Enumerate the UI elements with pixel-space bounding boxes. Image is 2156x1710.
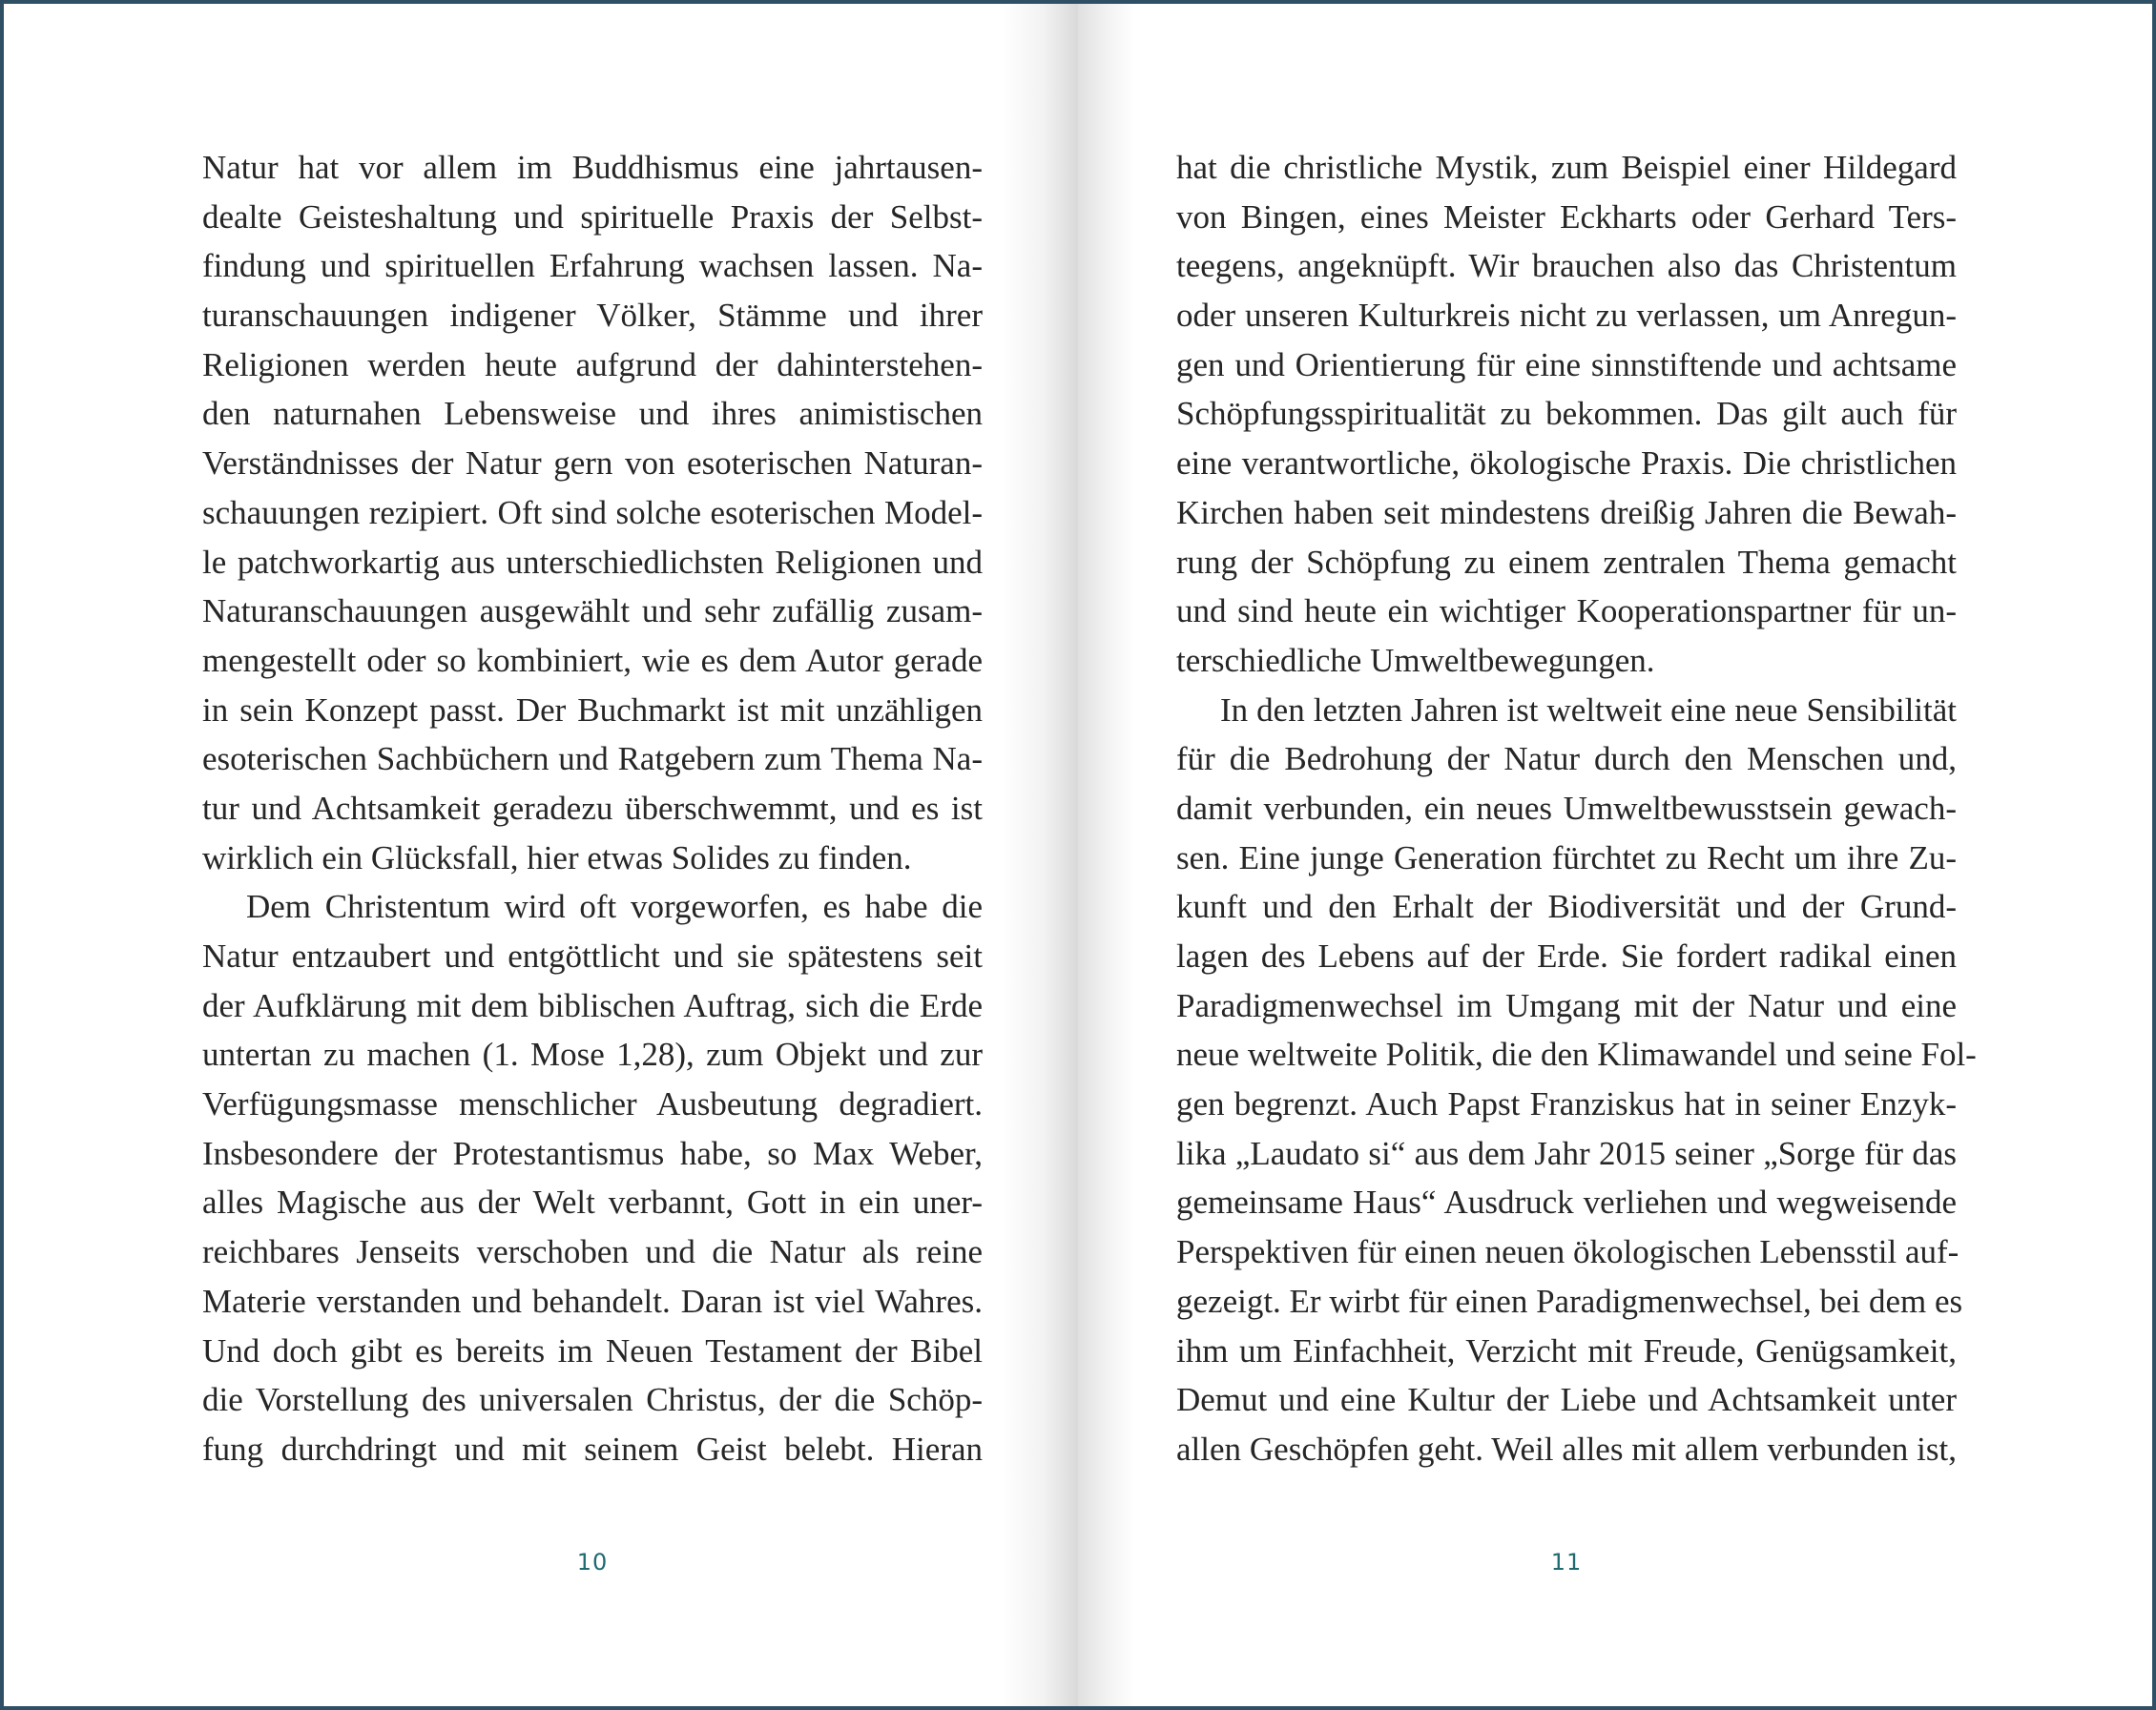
text-line: schauungen rezipiert. Oft sind solche esoterischen Model- bbox=[202, 493, 983, 531]
text-line: esoterischen Sachbüchern und Ratgebern zum Thema Na- bbox=[202, 740, 983, 778]
text-line: Und doch gibt es bereits im Neuen Testament der Bibel bbox=[202, 1331, 983, 1370]
text-line: le patchworkartig aus unterschiedlichsten Religionen und bbox=[202, 543, 983, 581]
text-line: Paradigmenwechsel im Umgang mit der Natur und eine bbox=[1176, 986, 1957, 1024]
gutter-shadow bbox=[1002, 4, 1078, 1706]
right-page bbox=[1078, 4, 2152, 1706]
text-line: gen und Orientierung für eine sinnstiftende und achtsame bbox=[1176, 345, 1957, 383]
text-line: Verfügungsmasse menschlicher Ausbeutung degradiert. bbox=[202, 1085, 983, 1123]
text-line: alles Magische aus der Welt verbannt, Gott in ein uner- bbox=[202, 1184, 983, 1222]
text-line: kunft und den Erhalt der Biodiversität und der Grund- bbox=[1176, 888, 1957, 926]
text-line: damit verbunden, ein neues Umweltbewusstsein gewach- bbox=[1176, 789, 1957, 827]
text-line: rung der Schöpfung zu einem zentralen Thema gemacht bbox=[1176, 543, 1957, 581]
text-line: gezeigt. Er wirbt für einen Paradigmenwechsel, bei dem es bbox=[1176, 1282, 1963, 1320]
text-line: Insbesondere der Protestantismus habe, so Max Weber, bbox=[202, 1134, 983, 1172]
book-spread bbox=[4, 4, 2152, 1706]
text-line: Perspektiven für einen neuen ökologischen Lebensstil auf- bbox=[1176, 1233, 1959, 1271]
text-line: der Aufklärung mit dem biblischen Auftrag, sich die Erde bbox=[202, 986, 983, 1024]
gutter-shadow bbox=[1078, 4, 1135, 1706]
left-page-text bbox=[202, 143, 983, 1474]
text-line: neue weltweite Politik, die den Klimawandel und seine Fol- bbox=[1176, 1036, 1977, 1074]
text-line: findung und spirituellen Erfahrung wachsen lassen. Na- bbox=[202, 247, 983, 285]
text-line: lagen des Lebens auf der Erde. Sie fordert radikal einen bbox=[1176, 937, 1957, 975]
text-line: Natur hat vor allem im Buddhismus eine jahrtausen- bbox=[202, 149, 983, 186]
text-line: Kirchen haben seit mindestens dreißig Jahren die Bewah- bbox=[1176, 493, 1957, 531]
left-page bbox=[4, 4, 1078, 1706]
text-line: Naturanschauungen ausgewählt und sehr zufällig zusam- bbox=[202, 592, 983, 630]
text-line: Verständnisses der Natur gern von esoterischen Naturan- bbox=[202, 444, 983, 483]
text-line: gemeinsame Haus“ Ausdruck verliehen und wegweisende bbox=[1176, 1184, 1957, 1222]
text-line: teegens, angeknüpft. Wir brauchen also das Christentum bbox=[1176, 247, 1957, 285]
text-line: allen Geschöpfen geht. Weil alles mit allem verbunden ist, bbox=[1176, 1430, 1957, 1468]
text-line: eine verantwortliche, ökologische Praxis. Die christlichen bbox=[1176, 444, 1957, 483]
text-line: für die Bedrohung der Natur durch den Menschen und, bbox=[1176, 740, 1957, 778]
text-line: von Bingen, eines Meister Eckharts oder Gerhard Ters- bbox=[1176, 197, 1957, 236]
text-line: lika „Laudato si“ aus dem Jahr 2015 seiner „Sorge für das bbox=[1176, 1134, 1957, 1172]
text-line: sen. Eine junge Generation fürchtet zu Recht um ihre Zu- bbox=[1176, 838, 1957, 876]
text-line: gen begrenzt. Auch Papst Franziskus hat in seiner Enzyk- bbox=[1176, 1085, 1957, 1123]
text-line: Religionen werden heute aufgrund der dahinterstehen- bbox=[202, 345, 983, 383]
text-line: Natur entzaubert und entgöttlicht und sie spätestens seit bbox=[202, 937, 983, 975]
text-line: terschiedliche Umweltbewegungen. bbox=[1176, 641, 1655, 679]
text-line: Schöpfungsspiritualität zu bekommen. Das gilt auch für bbox=[1176, 395, 1957, 433]
text-line: untertan zu machen (1. Mose 1,28), zum Objekt und zur bbox=[202, 1036, 983, 1074]
text-line: in sein Konzept passt. Der Buchmarkt ist mit unzähligen bbox=[202, 690, 983, 729]
text-line: mengestellt oder so kombiniert, wie es dem Autor gerade bbox=[202, 641, 983, 679]
text-line: tur und Achtsamkeit geradezu überschwemmt, und es ist bbox=[202, 789, 983, 827]
text-line: dealte Geisteshaltung und spirituelle Praxis der Selbst- bbox=[202, 197, 983, 236]
text-line: In den letzten Jahren ist weltweit eine neue Sensibilität bbox=[1220, 690, 1957, 729]
text-line: oder unseren Kulturkreis nicht zu verlassen, um Anregun- bbox=[1176, 297, 1957, 335]
text-line: turanschauungen indigener Völker, Stämme und ihrer bbox=[202, 297, 983, 335]
right-page-text bbox=[1176, 143, 1977, 1474]
text-line: die Vorstellung des universalen Christus, der die Schöp- bbox=[202, 1381, 983, 1419]
text-line: fung durchdringt und mit seinem Geist belebt. Hieran bbox=[202, 1430, 983, 1468]
text-line: reichbares Jenseits verschoben und die Natur als reine bbox=[202, 1233, 983, 1271]
text-line: ihm um Einfachheit, Verzicht mit Freude, Genügsamkeit, bbox=[1176, 1331, 1957, 1370]
text-line: Dem Christentum wird oft vorgeworfen, es habe die bbox=[246, 888, 983, 926]
page-number: 10 bbox=[576, 1549, 609, 1576]
text-line: Demut und eine Kultur der Liebe und Achtsamkeit unter bbox=[1176, 1381, 1957, 1419]
text-line: hat die christliche Mystik, zum Beispiel einer Hildegard bbox=[1176, 149, 1957, 186]
page-number: 11 bbox=[1550, 1549, 1583, 1576]
text-line: den naturnahen Lebensweise und ihres animistischen bbox=[202, 395, 983, 433]
text-line: und sind heute ein wichtiger Kooperationspartner für un- bbox=[1176, 592, 1957, 630]
text-line: Materie verstanden und behandelt. Daran ist viel Wahres. bbox=[202, 1282, 983, 1320]
text-line: wirklich ein Glücksfall, hier etwas Solides zu finden. bbox=[202, 838, 912, 876]
